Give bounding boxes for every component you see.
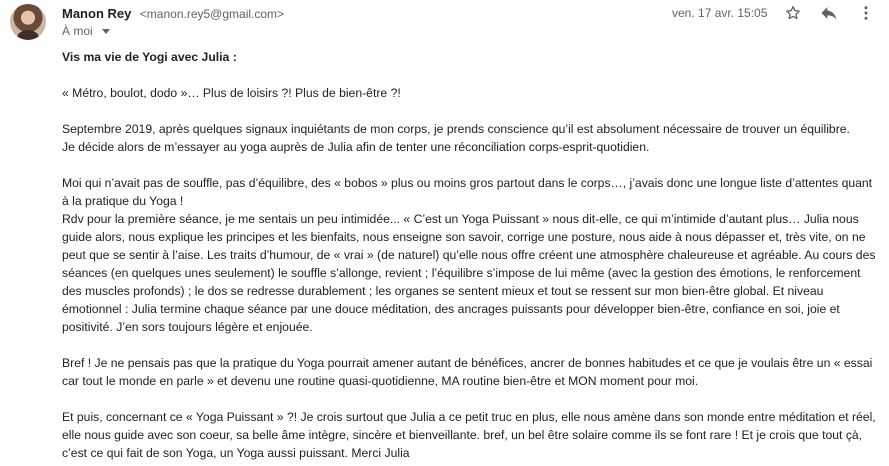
recipient-line[interactable]	[62, 24, 110, 38]
email-paragraph-5: Et puis, concernant ce « Yoga Puissant » ?! Je crois surtout que Julia a ce petit truc en plus, elle nous amène dans son monde entre méditation et réel, elle nous guide avec son coeur, sa belle âme intègre, sincère et bienveillante. bref, un bel être solaire comme ils se font rare ! Et je crois que tout çà, c’est ce qui fait de son Yoga, un Yoga aussi puissant. Merci Julia	[62, 410, 876, 460]
more-vert-icon	[857, 4, 875, 22]
sender-name[interactable]: Manon Rey	[62, 6, 132, 21]
email-paragraph-1: « Métro, boulot, dodo »… Plus de loisirs ?! Plus de bien-être ?!	[62, 86, 401, 100]
reply-icon	[819, 3, 839, 23]
email-paragraph-4: Bref ! Je ne pensais pas que la pratique du Yoga pourrait amener autant de bénéfices, ancrer de bonnes habitudes et ce que je voulais être un « essai car tout le monde en parle » et devenu une routine quasi-quotidienne, MA routine bien-être et MON moment pour moi.	[62, 356, 873, 388]
email-title: Vis ma vie de Yogi avec Julia :	[62, 50, 237, 64]
star-button[interactable]	[782, 2, 804, 24]
email-paragraph-3b: Rdv pour la première séance, je me sentais un peu intimidée... « C’est un Yoga Puissant » nous dit-elle, ce qui m’intimide d’autant plus… Julia nous guide alors, nous explique les principes et les bienfaits, nous enseigne son savoir, corrige une posture, nous aide à nous dépasser et, très vite, on ne peut que se sentir à l’aise. Les traits d’humour, de « vrai » (de naturel) qu’elle nous offre créent une atmosphère chaleureuse et agréable. Au cours des séances (en quelques unes seulement) le souffle s’allonge, revient ; l’équilibre s’impose de lui même (avec la gestion des émotions, le renforcement des muscles profonds) ; le dos se redresse durablement ; les organes se sentent mieux et tout se ressent sur mon bien-être global. Et niveau émotionnel : Julia termine chaque séance par une douce méditation, des ancrages puissants pour développer bien-être, confiance en soi, joie et positivité. J’en sors toujours légère et enjouée.	[62, 212, 876, 334]
email-header	[0, 0, 889, 44]
star-icon	[784, 4, 802, 22]
email-paragraph-3a: Moi qui n’avait pas de souffle, pas d’équilibre, des « bobos » plus ou moins gros partout dans le corps…, j’avais donc une longue liste d’attentes quant à la pratique du Yoga !	[62, 176, 873, 208]
email-paragraph-2b: Je décide alors de m’essayer au yoga auprès de Julia afin de tenter une réconciliation corps-esprit-quotidien.	[62, 140, 650, 154]
reply-button[interactable]	[818, 2, 840, 24]
more-options-button[interactable]	[855, 2, 877, 24]
email-date: ven. 17 avr. 15:05	[672, 6, 768, 20]
chevron-down-icon[interactable]	[102, 29, 110, 34]
sender-email: <manon.rey5@gmail.com>	[139, 7, 285, 21]
email-body	[62, 48, 880, 462]
email-paragraph-2a: Septembre 2019, après quelques signaux inquiétants de mon corps, je prends conscience qu’il est absolument nécessaire de trouver un équilibre.	[62, 122, 850, 136]
sender-line	[62, 5, 284, 23]
recipient-label: À moi	[62, 24, 93, 38]
sender-avatar[interactable]	[10, 4, 46, 40]
